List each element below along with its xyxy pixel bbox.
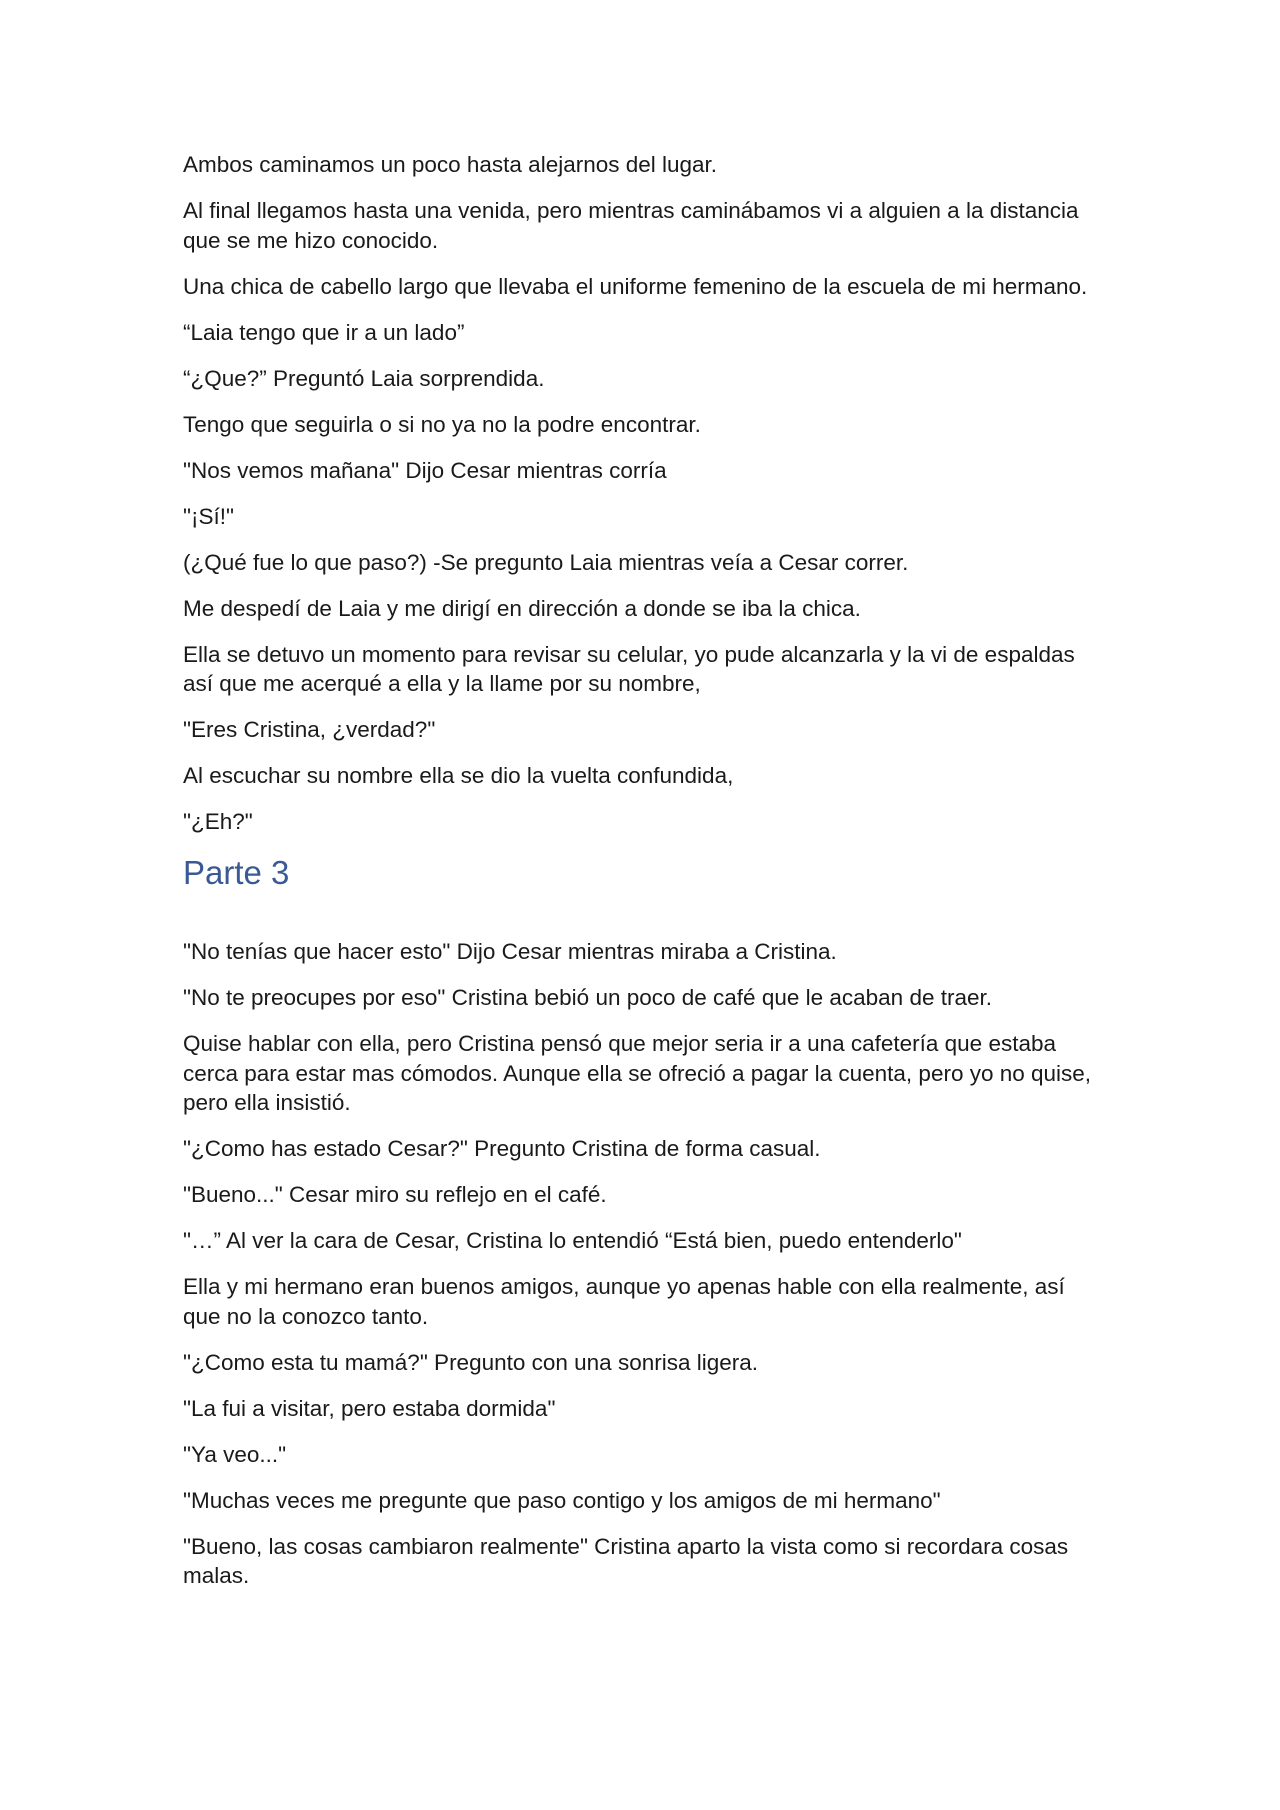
paragraph: Al final llegamos hasta una venida, pero mientras caminábamos vi a alguien a la distancia que se me hizo conocido. [183,198,1079,253]
paragraph: "Eres Cristina, ¿verdad?" [183,717,436,742]
paragraph: Ella y mi hermano eran buenos amigos, aunque yo apenas hable con ella realmente, así que no la conozco tanto. [183,1274,1065,1329]
paragraph: "Bueno, las cosas cambiaron realmente" Cristina aparto la vista como si recordara cosas malas. [183,1533,1069,1588]
paragraph: "No tenías que hacer esto" Dijo Cesar mientras miraba a Cristina. [183,939,837,964]
paragraph: "¡Sí!" [183,503,234,529]
section-2 [183,937,1103,1591]
paragraph: "¿Como esta tu mamá?" Pregunto con una sonrisa ligera. [183,1349,759,1375]
paragraph: Al escuchar su nombre ella se dio la vuelta confundida, [183,763,734,788]
paragraph: “¿Que?” Preguntó Laia sorprendida. [183,365,545,391]
paragraph: "¿Como has estado Cesar?" Pregunto Cristina de forma casual. [183,1136,821,1161]
section-heading: Parte 3 [183,854,290,891]
paragraph: "Nos vemos mañana" Dijo Cesar mientras corría [183,457,667,483]
paragraph: Me despedí de Laia y me dirigí en dirección a donde se iba la chica. [183,595,861,621]
paragraph: "Muchas veces me pregunte que paso contigo y los amigos de mi hermano" [183,1487,941,1513]
paragraph: Una chica de cabello largo que llevaba el uniforme femenino de la escuela de mi hermano. [183,273,1088,299]
paragraph: "La fui a visitar, pero estaba dormida" [183,1395,556,1421]
paragraph: "Ya veo..." [183,1441,287,1467]
paragraph: Ella se detuvo un momento para revisar su celular, yo pude alcanzarla y la vi de espaldas así que me acerqué a ella y la llame por su nombre, [183,641,1075,696]
paragraph: "…” Al ver la cara de Cesar, Cristina lo entendió “Está bien, puedo entenderlo" [183,1228,962,1253]
document-body [183,150,1103,1607]
paragraph: “Laia tengo que ir a un lado” [183,319,465,345]
paragraph: Ambos caminamos un poco hasta alejarnos del lugar. [183,152,718,177]
paragraph: Tengo que seguirla o si no ya no la podre encontrar. [183,411,701,437]
paragraph: (¿Qué fue lo que paso?) -Se pregunto Laia mientras veía a Cesar correr. [183,549,909,575]
section-1 [183,150,1103,837]
paragraph: "Bueno..." Cesar miro su reflejo en el café. [183,1182,607,1207]
paragraph: "No te preocupes por eso" Cristina bebió un poco de café que le acaban de traer. [183,985,993,1010]
paragraph: "¿Eh?" [183,809,253,834]
paragraph: Quise hablar con ella, pero Cristina pensó que mejor seria ir a una cafetería que estaba cerca para estar mas cómodos. Aunque ella se ofreció a pagar la cuenta, pero yo no quise, pero ella insistió. [183,1031,1092,1115]
